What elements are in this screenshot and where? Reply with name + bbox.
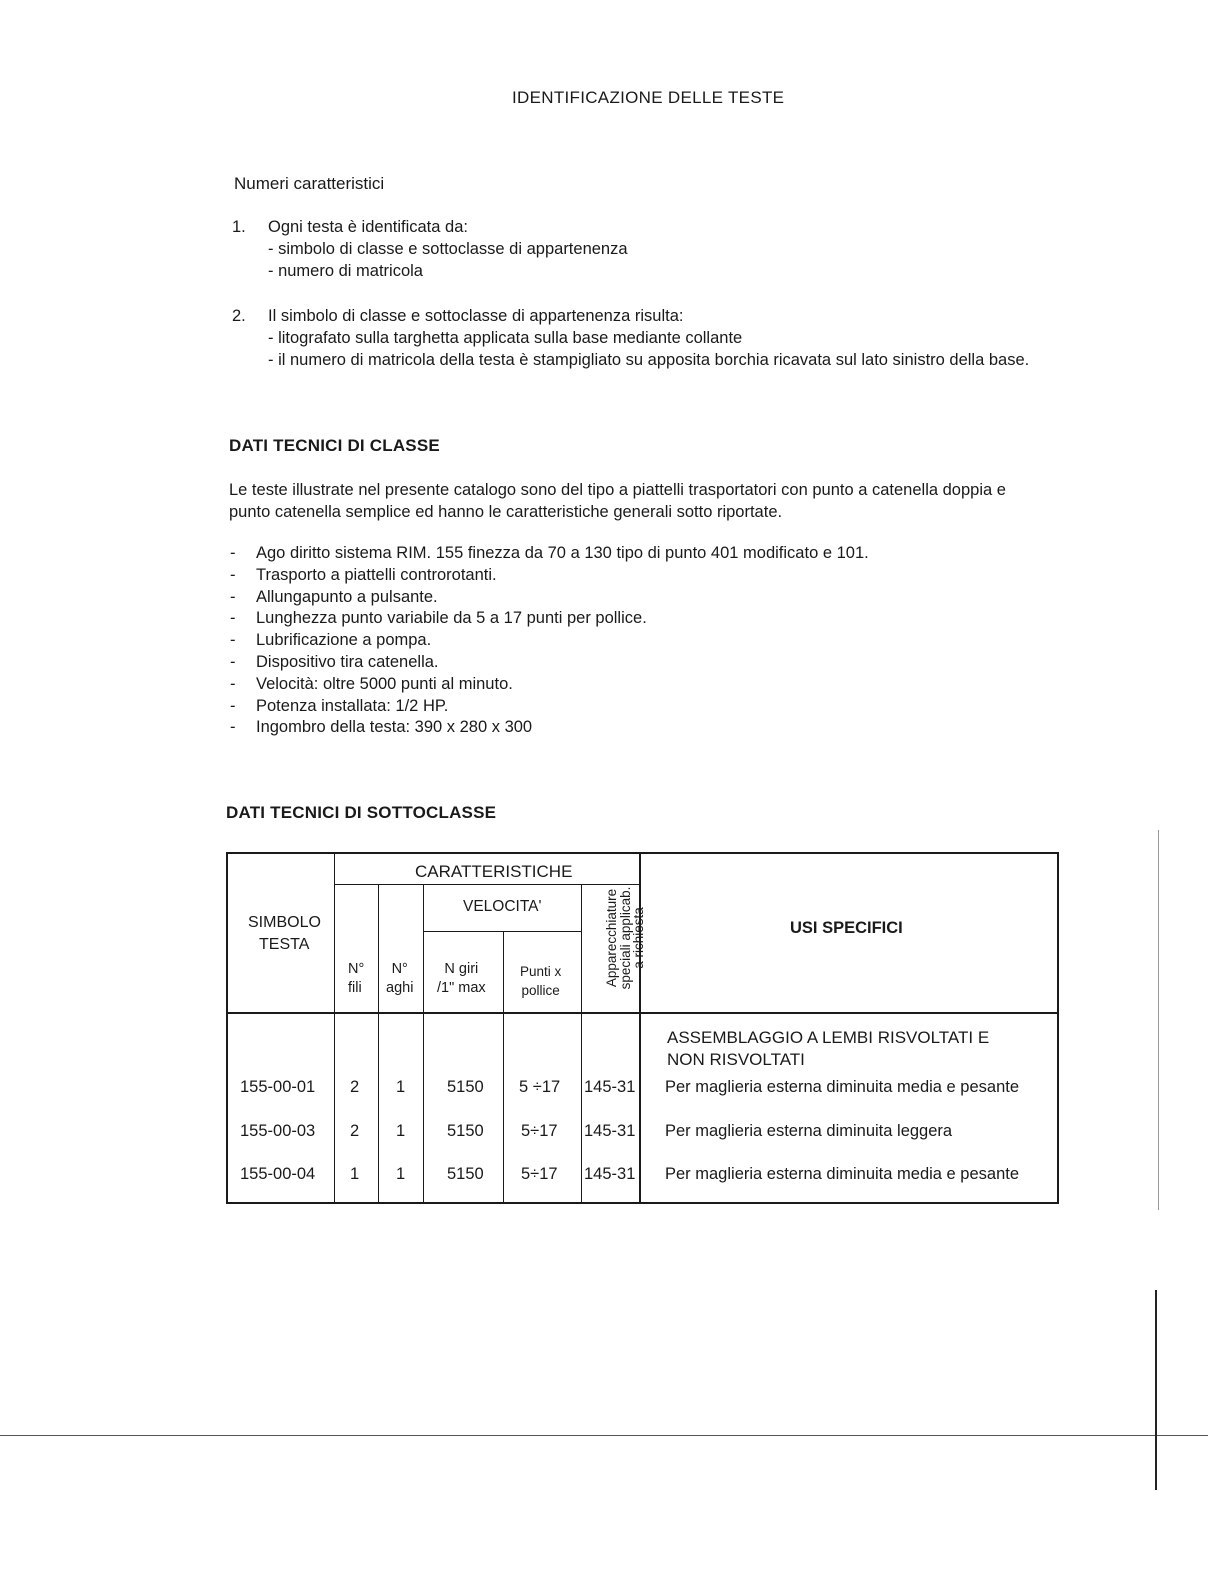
- bullet-text: Ago diritto sistema RIM. 155 finezza da 70 a 130 tipo di punto 401 modificato e 101.: [256, 544, 869, 562]
- header-nfili: [348, 960, 364, 998]
- group-label: ASSEMBLAGGIO A LEMBI RISVOLTATI E: [667, 1028, 990, 1047]
- table-border: [378, 884, 379, 1204]
- table-border: [226, 852, 1059, 854]
- bullet-text: Trasporto a piattelli controrotanti.: [256, 565, 497, 584]
- cell-giri: 5150: [447, 1165, 484, 1183]
- group-label: NON RISVOLTATI: [667, 1050, 805, 1069]
- list-item: - Ago diritto sistema RIM. 155 finezza da 70 a 130 tipo di punto 401 modificato e 101.: [230, 544, 869, 562]
- table-border: [503, 931, 504, 1204]
- cell-uso: Per maglieria esterna diminuita leggera: [665, 1122, 953, 1140]
- table-border: [226, 1012, 1059, 1014]
- list-item: - Allungapunto a pulsante.: [230, 587, 438, 606]
- cell-punti: 5÷17: [521, 1122, 558, 1140]
- list-item: - Lunghezza punto variabile da 5 a 17 punti per pollice.: [230, 609, 647, 628]
- header-line: a richiesta: [631, 907, 646, 969]
- cell-apparecchiature: 145-31: [584, 1078, 636, 1096]
- header-line: Punti x: [520, 964, 562, 979]
- cell-simbolo: 155-00-04: [240, 1165, 316, 1183]
- cell-punti: 5 ÷17: [519, 1078, 561, 1096]
- item-number: 2.: [232, 307, 246, 325]
- bullet-text: Dispositivo tira catenella.: [256, 652, 439, 671]
- cell-giri: 5150: [447, 1078, 484, 1096]
- sottoclasse-heading: DATI TECNICI DI SOTTOCLASSE: [226, 803, 497, 822]
- header-apparecchiature: [605, 876, 646, 1000]
- header-testa: TESTA: [259, 936, 310, 953]
- header-naghi: [386, 960, 413, 998]
- cell-fili: 2: [350, 1078, 360, 1096]
- list-item: - Velocità: oltre 5000 punti al minuto.: [230, 674, 513, 693]
- item-subline: - litografato sulla targhetta applicata sulla base mediante collante: [268, 329, 743, 347]
- header-line: Apparecchiature: [604, 888, 619, 988]
- cell-fili: 2: [350, 1122, 360, 1140]
- bullet-text: Ingombro della testa: 390 x 280 x 300: [256, 718, 533, 737]
- header-line: fili: [348, 980, 362, 996]
- list-item: - Potenza installata: 1/2 HP.: [230, 696, 449, 715]
- header-simbolo: SIMBOLO: [248, 914, 321, 931]
- bullet-text: Lunghezza punto variabile da 5 a 17 punti per pollice.: [256, 609, 647, 628]
- header-line: speciali applicab.: [617, 886, 633, 990]
- cell-simbolo: 155-00-03: [240, 1122, 316, 1140]
- cell-aghi: 1: [396, 1165, 406, 1183]
- item-subline: - simbolo di classe e sottoclasse di appartenenza: [268, 240, 628, 258]
- header-usi-specifici: USI SPECIFICI: [790, 919, 903, 937]
- scan-edge-artifact: [1158, 830, 1159, 1210]
- numbered-item-2: [232, 305, 1029, 371]
- list-item: - Lubrificazione a pompa.: [230, 631, 432, 650]
- table-border: [334, 884, 641, 885]
- list-item: - Trasporto a piattelli controrotanti.: [230, 565, 497, 584]
- cell-uso: Per maglieria esterna diminuita media e pesante: [665, 1078, 1020, 1096]
- header-line: pollice: [521, 983, 560, 998]
- intro-line: punto catenella semplice ed hanno le caratteristiche generali sotto riportate.: [229, 503, 783, 521]
- header-line: N°: [391, 961, 408, 977]
- table-border: [1057, 852, 1059, 1204]
- cell-fili: 1: [350, 1165, 360, 1183]
- cell-uso: Per maglieria esterna diminuita media e pesante: [665, 1165, 1020, 1183]
- header-punti: [520, 962, 561, 1000]
- bullet-text: Allungapunto a pulsante.: [256, 587, 438, 606]
- header-ngiri: [437, 960, 486, 998]
- table-border: [334, 852, 335, 1204]
- bullet-text: Lubrificazione a pompa.: [256, 631, 432, 650]
- classe-heading: DATI TECNICI DI CLASSE: [229, 436, 440, 455]
- cell-aghi: 1: [396, 1122, 406, 1140]
- table-border: [581, 884, 582, 1204]
- cell-aghi: 1: [396, 1078, 406, 1096]
- bullet-text: Velocità: oltre 5000 punti al minuto.: [256, 674, 513, 693]
- item-subline: - numero di matricola: [268, 262, 423, 280]
- bullet-text: Potenza installata: 1/2 HP.: [256, 696, 449, 715]
- header-line: aghi: [386, 980, 414, 996]
- item-text: Il simbolo di classe e sottoclasse di appartenenza risulta:: [268, 307, 684, 325]
- classe-intro: [229, 479, 1006, 523]
- intro-line: Le teste illustrate nel presente catalogo sono del tipo a piattelli trasportatori con punto a catenella doppia e: [229, 481, 1006, 499]
- cell-punti: 5÷17: [521, 1165, 558, 1183]
- table-border: [423, 884, 424, 1204]
- classe-bullet-list: [230, 543, 869, 739]
- cell-simbolo: 155-00-01: [240, 1078, 316, 1096]
- numbered-item-1: [232, 216, 628, 282]
- item-text: Ogni testa è identificata da:: [268, 218, 468, 236]
- item-number: 1.: [232, 218, 246, 236]
- scan-line-artifact: [0, 1435, 1208, 1436]
- table-border: [226, 852, 228, 1204]
- cell-giri: 5150: [447, 1122, 484, 1140]
- list-item: - Dispositivo tira catenella.: [230, 652, 439, 671]
- numeri-heading: Numeri caratteristici: [234, 174, 385, 193]
- header-line: /1" max: [437, 980, 486, 996]
- item-subline: - il numero di matricola della testa è stampigliato su apposita borchia ricavata sul lato sinistro della base.: [268, 351, 1030, 369]
- header-line: N°: [348, 961, 365, 977]
- cell-apparecchiature: 145-31: [584, 1122, 636, 1140]
- header-caratteristiche: CARATTERISTICHE: [415, 862, 573, 881]
- list-item: - Ingombro della testa: 390 x 280 x 300: [230, 718, 533, 737]
- cell-apparecchiature: 145-31: [584, 1165, 636, 1183]
- scan-edge-artifact: [1155, 1290, 1157, 1490]
- header-velocita: VELOCITA': [463, 898, 542, 915]
- header-line: N giri: [444, 961, 479, 977]
- table-border: [226, 1202, 1059, 1204]
- page-title: IDENTIFICAZIONE DELLE TESTE: [512, 88, 785, 107]
